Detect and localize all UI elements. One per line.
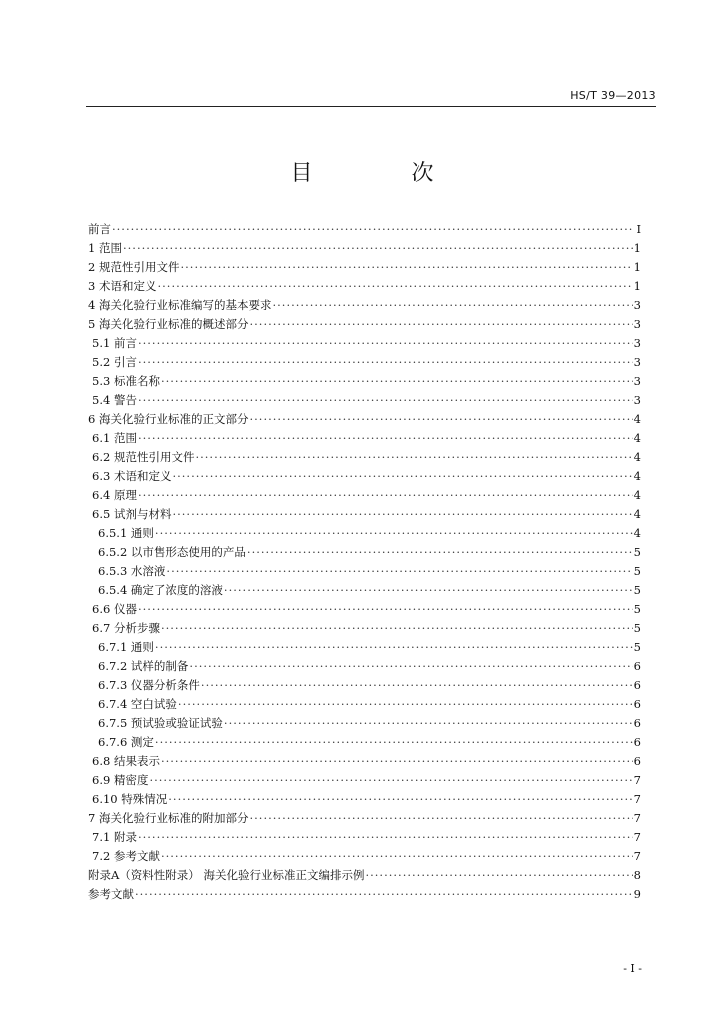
toc-entry-label: 6.8 结果表示 [92,754,160,768]
toc-entry[interactable] [88,448,641,467]
toc-entry[interactable] [88,258,641,277]
toc-entry-label: 参考文献 [88,887,134,901]
toc-leader-dots [168,790,632,809]
toc-entry-page: 5 [633,583,641,597]
toc-leader-dots [272,296,632,315]
toc-leader-dots [155,524,633,543]
toc-entry[interactable] [88,486,641,505]
toc-entry-label: 5.4 警告 [92,393,137,407]
toc-entry[interactable] [88,733,641,752]
toc-entry-page: 7 [633,830,641,844]
toc-leader-dots [172,505,632,524]
toc-leader-dots [189,657,632,676]
toc-entry-page: 7 [633,792,641,806]
toc-entry-page: 6 [633,716,641,730]
toc-entry[interactable] [88,847,641,866]
toc-entry-page: 7 [633,811,641,825]
toc-entry[interactable] [88,220,641,239]
toc-entry[interactable] [88,562,641,581]
toc-entry-label: 附录A（资料性附录） 海关化验行业标准正文编排示例 [88,868,365,882]
toc-entry-page: 4 [633,488,641,502]
toc-entry[interactable] [88,505,641,524]
toc-entry[interactable] [88,752,641,771]
toc-entry-label: 6.6 仪器 [92,602,137,616]
toc-entry-label: 6.5.1 通则 [98,526,154,540]
toc-leader-dots [195,448,632,467]
toc-leader-dots [180,258,632,277]
toc-leader-dots [161,847,633,866]
toc-entry-page: 4 [633,450,641,464]
toc-entry-page: 8 [633,868,641,882]
toc-entry-label: 7 海关化验行业标准的附加部分 [88,811,249,825]
toc-entry[interactable] [88,885,641,904]
toc-entry-label: 6.7.1 通则 [98,640,154,654]
toc-entry-label: 7.1 附录 [92,830,137,844]
toc-entry[interactable] [88,790,641,809]
toc-entry[interactable] [88,524,641,543]
toc-entry-label: 6.7.5 预试验或验证试验 [98,716,223,730]
toc-leader-dots [249,809,632,828]
toc-entry-page: 5 [633,640,641,654]
toc-entry-page: 3 [633,298,641,312]
toc-entry-page: 3 [633,317,641,331]
toc-leader-dots [138,486,633,505]
toc-entry-label: 6.5.3 水溶液 [98,564,166,578]
footer-page-number: - I - [623,962,642,975]
toc-entry-page: 6 [633,735,641,749]
toc-leader-dots [157,277,632,296]
toc-entry-label: 6.1 范围 [92,431,137,445]
toc-entry-label: 6.7.6 测定 [98,735,154,749]
toc-entry[interactable] [88,467,641,486]
toc-entry[interactable] [88,315,641,334]
toc-leader-dots [161,752,633,771]
toc-leader-dots [138,429,633,448]
toc-entry[interactable] [88,600,641,619]
toc-entry[interactable] [88,581,641,600]
toc-entry-label: 6.9 精密度 [92,773,149,787]
toc-entry-page: 5 [633,602,641,616]
toc-entry[interactable] [88,239,641,258]
toc-leader-dots [138,334,633,353]
toc-leader-dots [155,638,633,657]
toc-entry-label: 6.7.3 仪器分析条件 [98,678,200,692]
toc-entry[interactable] [88,809,641,828]
toc-entry-page: 3 [633,374,641,388]
toc-entry[interactable] [88,866,641,885]
toc-entry-label: 6 海关化验行业标准的正文部分 [88,412,249,426]
toc-entry[interactable] [88,410,641,429]
toc-leader-dots [172,467,632,486]
toc-entry[interactable] [88,828,641,847]
toc-leader-dots [138,353,633,372]
toc-leader-dots [138,828,633,847]
toc-leader-dots [149,771,632,790]
toc-leader-dots [135,885,633,904]
toc-leader-dots [155,733,633,752]
toc-entry-page: 1 [633,279,641,293]
toc-entry-label: 6.7.4 空白试验 [98,697,177,711]
toc-entry-label: 6.10 特殊情况 [92,792,168,806]
toc-entry-page: 7 [633,849,641,863]
toc-leader-dots [161,372,633,391]
toc-entry-label: 6.7 分析步骤 [92,621,160,635]
toc-leader-dots [138,600,633,619]
toc-entry-page: 5 [633,621,641,635]
toc-entry[interactable] [88,619,641,638]
toc-entry-label: 6.5.4 确定了浓度的溶液 [98,583,223,597]
toc-entry-label: 4 海关化验行业标准编写的基本要求 [88,298,272,312]
toc-leader-dots [166,562,632,581]
toc-entry-page: 1 [633,241,641,255]
toc-entry[interactable] [88,353,641,372]
toc-entry[interactable] [88,771,641,790]
toc-entry-page: 3 [633,336,641,350]
toc-entry-label: 5.1 前言 [92,336,137,350]
toc-leader-dots [201,676,633,695]
toc-entry[interactable] [88,714,641,733]
toc-entry-page: 6 [633,678,641,692]
toc-entry-label: 6.5.2 以市售形态使用的产品 [98,545,246,559]
toc-entry-page: 4 [633,469,641,483]
toc-entry-label: 1 范围 [88,241,122,255]
toc-entry-label: 5.2 引言 [92,355,137,369]
toc-entry-label: 6.7.2 试样的制备 [98,659,189,673]
toc-entry[interactable] [88,334,641,353]
header-divider [86,106,656,107]
toc-entry-label: 6.2 规范性引用文件 [92,450,195,464]
toc-entry-label: 6.5 试剂与材料 [92,507,172,521]
toc-entry-page: I [636,222,641,236]
toc-entry-page: 5 [633,564,641,578]
toc-entry[interactable] [88,296,641,315]
toc-entry-page: 4 [633,431,641,445]
toc-leader-dots [224,581,633,600]
toc-leader-dots [224,714,633,733]
toc-entry[interactable] [88,695,641,714]
toc-entry[interactable] [88,372,641,391]
toc-entry-label: 5 海关化验行业标准的概述部分 [88,317,249,331]
toc-entry[interactable] [88,676,641,695]
toc-entry-label: 6.3 术语和定义 [92,469,172,483]
toc-entry-page: 6 [633,659,641,673]
toc-entry-label: 3 术语和定义 [88,279,157,293]
document-code: HS/T 39—2013 [570,89,656,102]
toc-entry[interactable] [88,429,641,448]
toc-entry[interactable] [88,543,641,562]
toc-entry-page: 7 [633,773,641,787]
toc-entry-label: 2 规范性引用文件 [88,260,180,274]
toc-entry-page: 1 [633,260,641,274]
toc-leader-dots [178,695,633,714]
toc-entry-page: 4 [633,507,641,521]
toc-leader-dots [112,220,634,239]
toc-entry-page: 9 [633,887,641,901]
page-title: 目 次 [290,161,480,186]
toc-leader-dots [247,543,633,562]
toc-leader-dots [123,239,633,258]
toc-entry-label: 6.4 原理 [92,488,137,502]
toc-entry-page: 3 [633,355,641,369]
toc-entry[interactable] [88,657,641,676]
toc-leader-dots [365,866,632,885]
toc-leader-dots [161,619,633,638]
toc-entry-page: 5 [633,545,641,559]
toc-entry-page: 3 [633,393,641,407]
toc-entry[interactable] [88,391,641,410]
toc-leader-dots [138,391,633,410]
table-of-contents [88,220,641,904]
toc-entry-page: 6 [633,754,641,768]
toc-entry-page: 6 [633,697,641,711]
toc-entry-page: 4 [633,412,641,426]
toc-entry-page: 4 [633,526,641,540]
toc-entry[interactable] [88,638,641,657]
toc-entry-label: 5.3 标准名称 [92,374,160,388]
toc-entry-label: 前言 [88,222,111,236]
toc-entry[interactable] [88,277,641,296]
toc-entry-label: 7.2 参考文献 [92,849,160,863]
toc-leader-dots [249,410,632,429]
toc-leader-dots [249,315,632,334]
